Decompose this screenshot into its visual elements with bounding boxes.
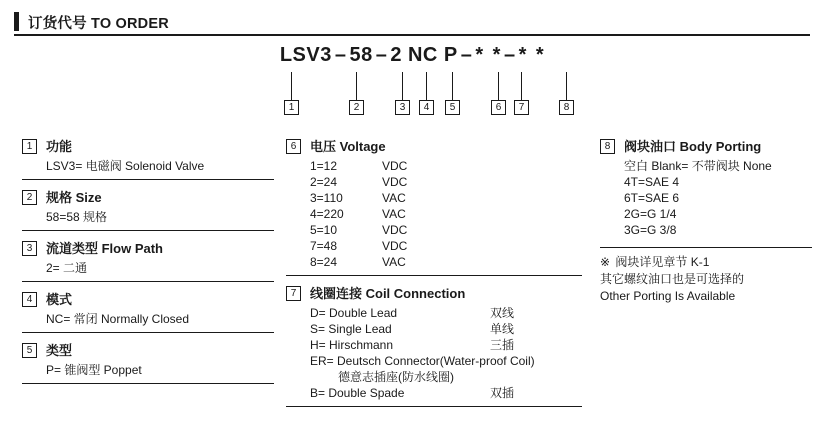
note-symbol-icon: ※	[600, 255, 611, 269]
legend-option: 58=58 规格	[46, 210, 108, 224]
voltage-unit: VAC	[382, 207, 406, 221]
leader-line	[498, 72, 499, 100]
callout-leaders	[0, 72, 824, 118]
note-divider	[600, 247, 812, 248]
order-code	[0, 44, 824, 67]
note-text: 阀块详见章节 K-1	[615, 255, 710, 269]
voltage-row	[310, 158, 582, 174]
legend-block-type	[22, 342, 274, 384]
callout-box-8: 8	[559, 100, 574, 115]
note-line: Other Porting Is Available	[600, 289, 736, 303]
legend-title-mode: 模式	[46, 292, 73, 307]
callout-box-6: 6	[491, 100, 506, 115]
legend-block-heading	[22, 138, 274, 155]
header-accent-bar	[14, 12, 19, 31]
legend-block-heading	[286, 285, 582, 302]
legend-title-size: 规格 Size	[46, 190, 102, 205]
legend-number-6: 6	[286, 139, 301, 154]
legend-number-8: 8	[600, 139, 615, 154]
legend-block-flow-path	[22, 240, 274, 282]
coil-row	[310, 337, 582, 353]
voltage-unit: VAC	[382, 255, 406, 269]
coil-row	[310, 369, 582, 385]
legend-block-mode	[22, 291, 274, 333]
coil-row	[310, 321, 582, 337]
legend-title-flow-path: 流道类型 Flow Path	[46, 241, 164, 256]
legend-title-type: 类型	[46, 343, 73, 358]
coil-row	[310, 353, 582, 369]
coil-row	[310, 385, 582, 401]
coil-code: ER= Deutsch Connector(Water-proof Coil)	[310, 354, 535, 368]
legend-options	[22, 311, 274, 327]
legend-option: NC= 常闭 Normally Closed	[46, 312, 190, 326]
legend-block-voltage	[286, 138, 582, 276]
leader-line	[402, 72, 403, 100]
voltage-code: 5=10	[310, 223, 338, 237]
legend-option: LSV3= 电磁阀 Solenoid Valve	[46, 159, 205, 173]
order-code-segment-2: 58	[349, 44, 373, 66]
coil-label-zh: 双线	[490, 306, 515, 320]
voltage-unit: VDC	[382, 223, 408, 237]
coil-label-zh: 三插	[490, 338, 515, 352]
voltage-unit: VAC	[382, 191, 406, 205]
coil-label-zh: 双插	[490, 386, 515, 400]
legend-option: 6T=SAE 6	[624, 191, 680, 205]
order-code-segment-9: *	[535, 44, 545, 66]
coil-label-zh: 德意志插座(防水线圈)	[338, 370, 454, 384]
order-code-segment-6: *	[475, 44, 484, 66]
legend-block-heading	[22, 189, 274, 206]
order-code-segment-3: 2	[390, 44, 402, 66]
callout-box-2: 2	[349, 100, 364, 115]
coil-code: B= Double Spade	[310, 386, 405, 400]
leader-line	[521, 72, 522, 100]
voltage-code: 7=48	[310, 239, 338, 253]
voltage-unit: VDC	[382, 159, 408, 173]
section-header	[14, 10, 810, 36]
legend-number-3: 3	[22, 241, 37, 256]
legend-options	[286, 158, 582, 270]
legend-options	[22, 209, 274, 225]
legend-column-2	[286, 138, 582, 416]
note-line: 其它螺纹油口也是可选择的	[600, 272, 745, 286]
legend-block-coil-connection	[286, 285, 582, 407]
order-code-segment-1: LSV3	[279, 44, 332, 66]
voltage-code: 1=12	[310, 159, 338, 173]
legend-number-4: 4	[22, 292, 37, 307]
legend-options	[600, 158, 812, 238]
legend-options	[22, 260, 274, 276]
porting-note	[600, 254, 812, 305]
legend-options	[22, 158, 274, 174]
voltage-code: 2=24	[310, 175, 338, 189]
legend-options	[286, 305, 582, 401]
legend-block-heading	[286, 138, 582, 155]
note-line	[600, 254, 812, 271]
leader-line	[452, 72, 453, 100]
leader-line	[566, 72, 567, 100]
legend-block-body-porting	[600, 138, 812, 238]
voltage-row	[310, 206, 582, 222]
callout-box-3: 3	[395, 100, 410, 115]
legend-column-1	[22, 138, 274, 393]
voltage-unit: VDC	[382, 175, 408, 189]
voltage-unit: VDC	[382, 239, 408, 253]
legend-block-heading	[22, 342, 274, 359]
order-code-segment-5: P	[443, 44, 458, 66]
legend-block-heading	[22, 240, 274, 257]
legend-option: 4T=SAE 4	[624, 175, 680, 189]
callout-box-7: 7	[514, 100, 529, 115]
voltage-row	[310, 238, 582, 254]
legend-number-1: 1	[22, 139, 37, 154]
legend-option: 空白 Blank= 不带阀块 None	[624, 159, 772, 173]
page-title: 订货代号 TO ORDER	[28, 16, 169, 32]
legend-number-7: 7	[286, 286, 301, 301]
order-code-separator: –	[460, 44, 473, 66]
legend-title-voltage: 电压 Voltage	[310, 139, 386, 154]
callout-box-4: 4	[419, 100, 434, 115]
voltage-row	[310, 254, 582, 270]
legend-number-2: 2	[22, 190, 37, 205]
coil-label-zh: 单线	[490, 322, 515, 336]
legend-title-body-porting: 阀块油口 Body Porting	[624, 139, 762, 154]
callout-box-1: 1	[284, 100, 299, 115]
order-code-segment-4: NC	[407, 44, 438, 66]
voltage-code: 8=24	[310, 255, 338, 269]
legend-block-function	[22, 138, 274, 180]
voltage-code: 4=220	[310, 207, 344, 221]
coil-code: S= Single Lead	[310, 322, 392, 336]
coil-row	[310, 305, 582, 321]
voltage-row	[310, 174, 582, 190]
legend-block-heading	[600, 138, 812, 155]
order-code-segment-7: *	[492, 44, 501, 66]
legend-number-5: 5	[22, 343, 37, 358]
legend-column-3	[600, 138, 812, 305]
voltage-row	[310, 222, 582, 238]
order-code-separator: –	[334, 44, 347, 66]
legend-title-coil-connection: 线圈连接 Coil Connection	[310, 286, 466, 301]
callout-box-5: 5	[445, 100, 460, 115]
legend-option: 2= 二通	[46, 261, 88, 275]
coil-code: D= Double Lead	[310, 306, 398, 320]
legend-option: P= 锥阀型 Poppet	[46, 363, 142, 377]
legend-block-size	[22, 189, 274, 231]
coil-code: H= Hirschmann	[310, 338, 394, 352]
leader-line	[426, 72, 427, 100]
leader-line	[356, 72, 357, 100]
voltage-row	[310, 190, 582, 206]
order-code-segment-8: *	[518, 44, 527, 66]
legend-option: 3G=G 3/8	[624, 223, 677, 237]
leader-line	[291, 72, 292, 100]
voltage-code: 3=110	[310, 191, 343, 205]
order-code-separator: –	[375, 44, 388, 66]
legend-title-function: 功能	[46, 139, 73, 154]
order-code-separator: –	[503, 44, 516, 66]
legend-block-heading	[22, 291, 274, 308]
legend-option: 2G=G 1/4	[624, 207, 677, 221]
legend-options	[22, 362, 274, 378]
